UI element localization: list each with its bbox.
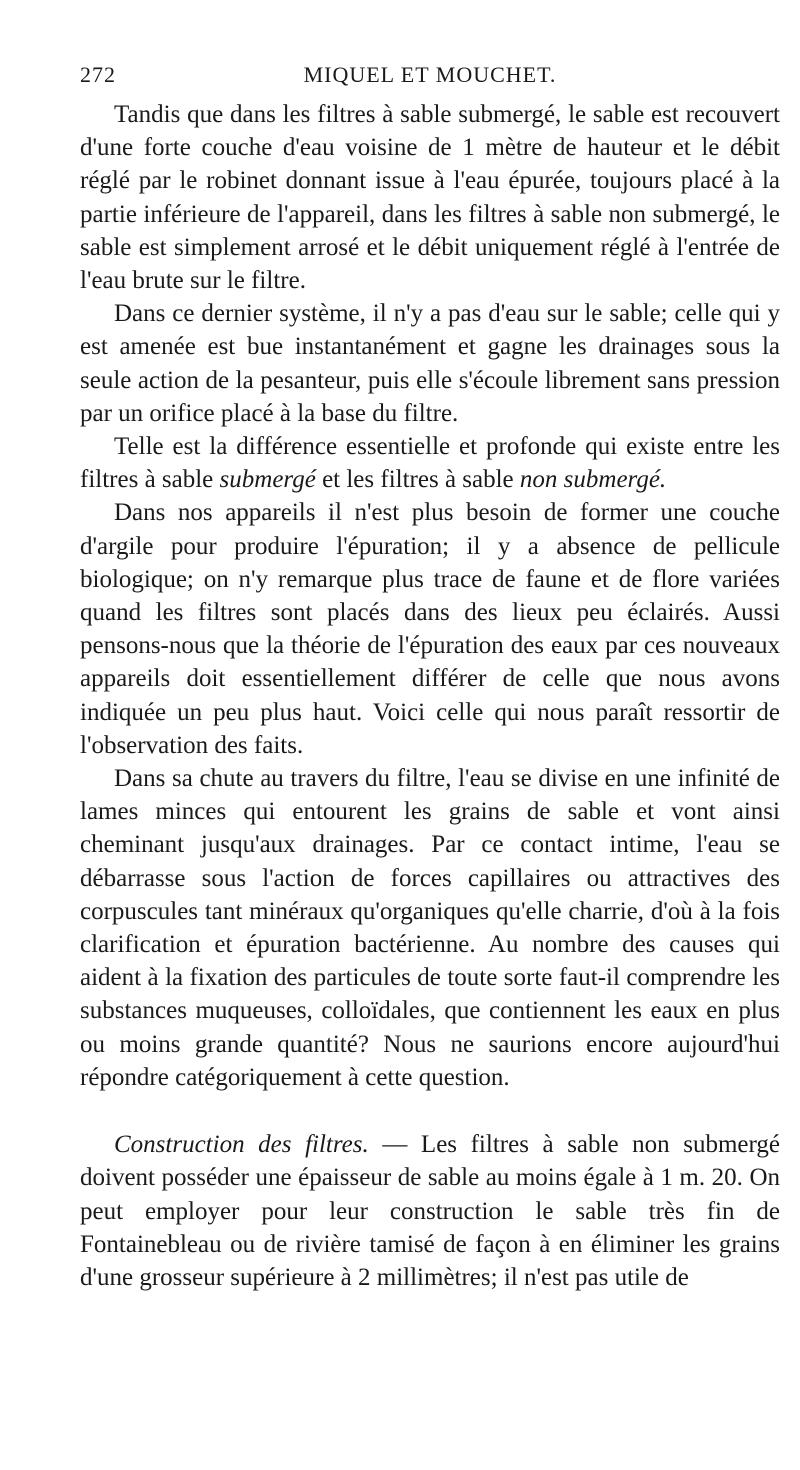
paragraph-3 — [80, 430, 780, 496]
italic-submerge: submergé — [219, 466, 316, 494]
page-number: 272 — [80, 62, 116, 87]
italic-non-submerge: non submergé. — [519, 466, 667, 494]
heading-dash: — — [368, 1131, 421, 1159]
paragraph-5: Dans sa chute au travers du filtre, l'eau se divise en une infinité de lames minces qui entourent les grains de sable et vont ainsi cheminant jusqu'aux drainages. Par ce contact intime, l'eau se débarrasse sous l'action de forces capillaires ou attractives des corpuscules tant minéraux qu'organiques qu'elle charrie, d'où à la fois clarification et épuration bactérienne. Au nombre des causes qui aident à la fixation des particules de toute sorte faut-il comprendre les substances muqueuses, colloïdales, que contiennent les eaux en plus ou moins grande quantité? Nous ne saurions encore aujourd'hui répondre catégoriquement à cette question. — [80, 765, 780, 1091]
book-page — [80, 62, 780, 1294]
body-text — [80, 98, 780, 1294]
paragraph-1: Tandis que dans les filtres à sable submergé, le sable est recouvert d'une forte couche d'eau voisine de 1 mètre de hauteur et le débit réglé par le robinet donnant issue à l'eau épurée, toujours placé à la partie inférieure de l'appareil, dans les filtres à sable non submergé, le sable est simplement arrosé et le débit uniquement réglé à l'entrée de l'eau brute sur le filtre. — [80, 101, 780, 295]
paragraph-2: Dans ce dernier système, il n'y a pas d'eau sur le sable; celle qui y est amenée est bue instantanément et gagne les drainages sous la seule action de la pesanteur, puis elle s'écoule librement sans pression par un orifice placé à la base du filtre. — [80, 300, 780, 427]
paragraph-3-text-a: Telle est la différence essentielle et profonde qui existe entre les filtres à sable — [80, 433, 780, 494]
paragraph-4: Dans nos appareils il n'est plus besoin de former une couche d'argile pour produire l'épuration; il y a absence de pellicule biologique; on n'y remarque plus trace de faune et de flore variées quand les filtres sont placés dans des lieux peu éclairés. Aussi pensons-nous que la théorie de l'épuration des eaux par ces nouveaux appareils doit essentiellement différer de celle que nous avons indiquée un peu plus haut. Voici celle qui nous paraît ressortir de l'observation des faits. — [80, 499, 780, 759]
paragraph-6 — [80, 1128, 780, 1294]
running-title: MIQUEL ET MOUCHET. — [303, 62, 557, 87]
paragraph-3-text-b: et les filtres à sable — [315, 466, 520, 494]
paragraph-6-text: Les filtres à sable non submergé doivent posséder une épaisseur de sable au moins égale à 1 m. 20. On peut employer pour leur construction le sable très fin de Fontainebleau ou de rivière tamisé de façon à en éliminer les grains d'une grosseur supérieure à 2 millimètres; il n'est pas utile de — [80, 1131, 780, 1291]
section-heading: Construction des filtres. — [114, 1131, 369, 1159]
running-head — [80, 62, 780, 98]
